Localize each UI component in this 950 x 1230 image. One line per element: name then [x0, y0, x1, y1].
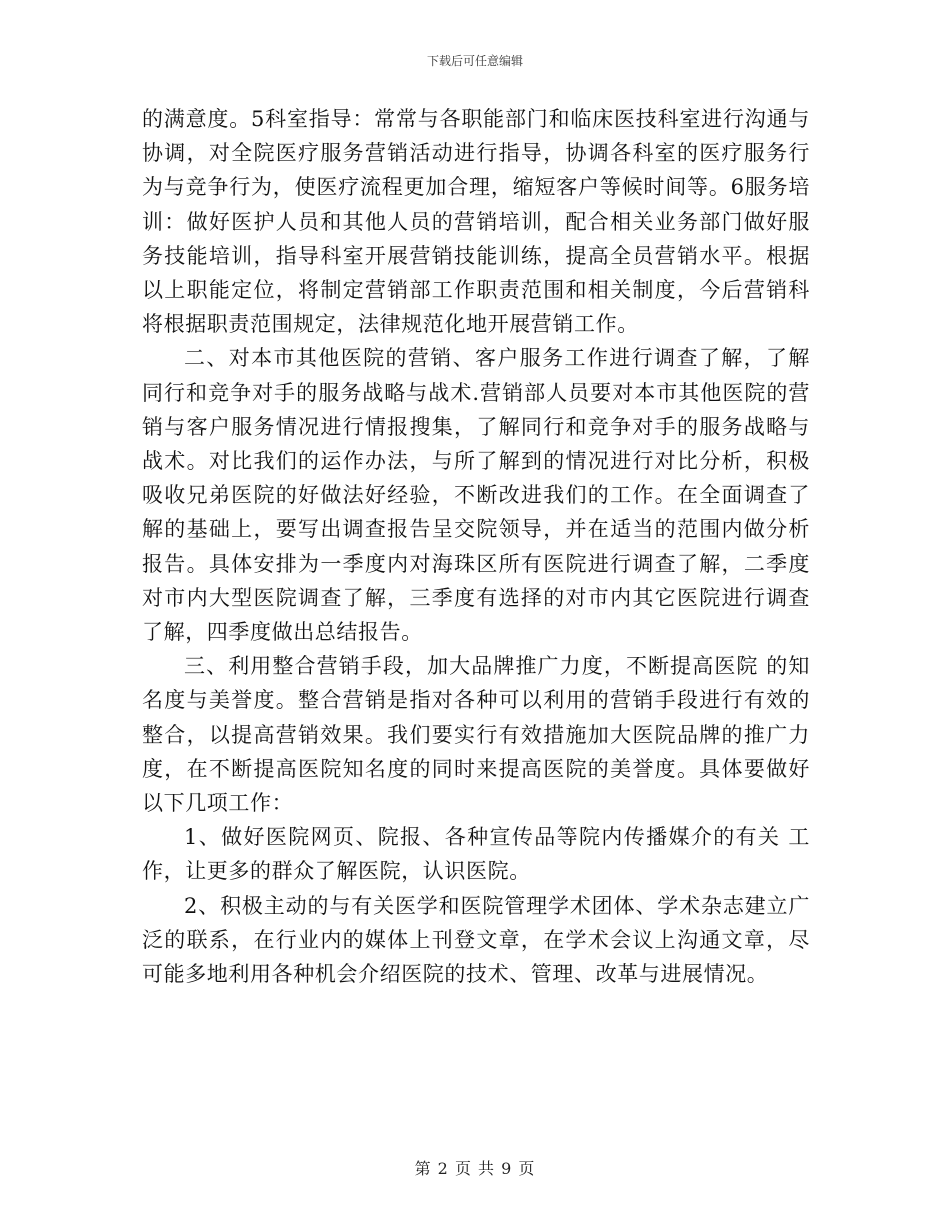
paragraph-section-3: 三、利用整合营销手段，加大品牌推广力度，不断提高医院 的知名度与美誉度。整合营销是指对各种可以利用的营销手段进行有效的整合，以提高营销效果。我们要实行有效措施加大医院品牌的推广力度，在不断提高医院知名度的同时来提高医院的美誉度。具体要做好以下几项工作： — [142, 654, 810, 816]
document-body — [142, 102, 810, 991]
page-number-footer: 第 2 页 共 9 页 — [414, 1159, 536, 1178]
paragraph-continuation: 的满意度。5科室指导：常常与各职能部门和临床医技科室进行沟通与协调，对全院医疗服务营销活动进行指导，协调各科室的医疗服务行为与竞争行为，使医疗流程更加合理，缩短客户等候时间等。6服务培训：做好医护人员和其他人员的营销培训，配合相关业务部门做好服务技能培训，指导科室开展营销技能训练，提高全员营销水平。根据以上职能定位，将制定营销部工作职责范围和相关制度，今后营销科将根据职责范围规定，法律规范化地开展营销工作。 — [142, 107, 810, 337]
paragraph-item-2: 2、积极主动的与有关医学和医院管理学术团体、学术杂志建立广泛的联系，在行业内的媒体上刊登文章，在学术会议上沟通文章，尽可能多地利用各种机会介绍医院的技术、管理、改革与进展情况。 — [142, 893, 810, 987]
paragraph-item-1: 1、做好医院网页、院报、各种宣传品等院内传播媒介的有关 工作，让更多的群众了解医院，认识医院。 — [142, 825, 810, 884]
page-header-note: 下载后可任意编辑 — [426, 54, 523, 68]
paragraph-section-2: 二、对本市其他医院的营销、客户服务工作进行调查了解，了解同行和竞争对手的服务战略与战术.营销部人员要对本市其他医院的营销与客户服务情况进行情报搜集，了解同行和竞争对手的服务战略与战术。对比我们的运作办法，与所了解到的情况进行对比分析，积极吸收兄弟医院的好做法好经验，不断改进我们的工作。在全面调查了解的基础上，要写出调查报告呈交院领导，并在适当的范围内做分析报告。具体安排为一季度内对海珠区所有医院进行调查了解，二季度对市内大型医院调查了解，三季度有选择的对市内其它医院进行调查了解，四季度做出总结报告。 — [142, 346, 810, 645]
